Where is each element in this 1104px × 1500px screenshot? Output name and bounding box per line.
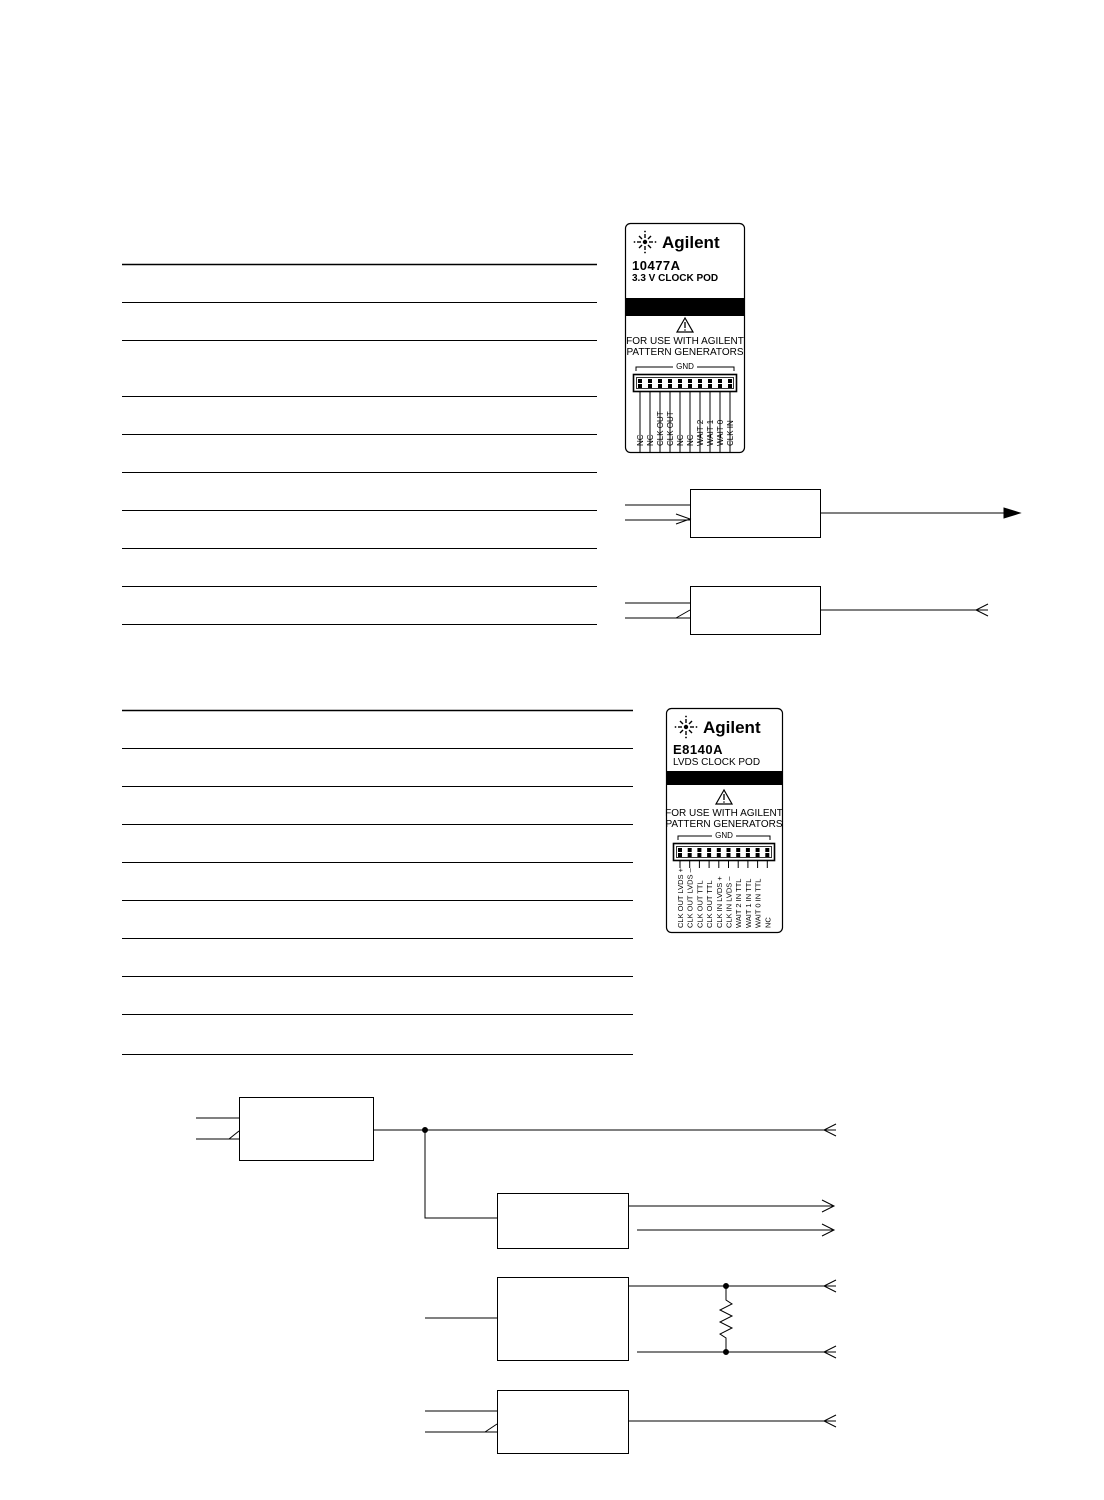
header-pin <box>727 848 731 852</box>
termination-block <box>498 1278 629 1361</box>
pin-label: WAIT 2 IN TTL <box>734 878 744 928</box>
pin-label: CLK OUT LVDS – <box>685 868 695 928</box>
receiver-block <box>691 587 821 635</box>
header-pin <box>728 384 732 388</box>
header-pin <box>765 853 769 857</box>
header-pin <box>668 379 672 383</box>
label-band <box>667 771 782 785</box>
pod-brand: Agilent <box>662 233 720 252</box>
header-pin <box>736 853 740 857</box>
pod-description: LVDS CLOCK POD <box>673 757 761 768</box>
header-pin <box>717 853 721 857</box>
pin-label: NC <box>646 434 655 446</box>
header-pin <box>638 384 642 388</box>
header-pin <box>708 384 712 388</box>
driver-block <box>691 490 821 538</box>
header-pin <box>736 848 740 852</box>
header-pin <box>746 853 750 857</box>
header-pin <box>718 384 722 388</box>
pin-label: CLK IN LVDS – <box>724 876 734 928</box>
header-pin <box>648 379 652 383</box>
converter-block <box>498 1194 629 1249</box>
header-pin <box>697 853 701 857</box>
header-pin <box>707 853 711 857</box>
pin-label: WAIT 0 <box>716 419 725 446</box>
header-pin <box>746 848 750 852</box>
pin-label: CLK OUT TTL <box>705 880 715 928</box>
header-pin <box>678 853 682 857</box>
schematic-clock-out-driver <box>625 490 1020 538</box>
header-pin <box>718 379 722 383</box>
header-pin <box>698 379 702 383</box>
header-pin <box>728 379 732 383</box>
header-pin <box>658 379 662 383</box>
wait-receiver-block <box>498 1391 629 1454</box>
warning-line-2: PATTERN GENERATORS <box>626 347 744 358</box>
warning-line-1: FOR USE WITH AGILENT <box>665 808 783 819</box>
table-10477a-pinout <box>122 265 597 625</box>
header-pin <box>697 848 701 852</box>
gnd-label: GND <box>715 831 733 840</box>
resistor-icon <box>720 1286 732 1352</box>
pin-header <box>634 375 737 392</box>
pin-label: NC <box>636 434 645 446</box>
pin-label: WAIT 0 IN TTL <box>753 878 763 928</box>
pin-label: NC <box>676 434 685 446</box>
pin-label: WAIT 1 <box>706 419 715 446</box>
pod-brand: Agilent <box>703 718 761 737</box>
schematic-clock-in-receiver <box>625 587 988 635</box>
header-pin <box>688 384 692 388</box>
header-pin <box>707 848 711 852</box>
header-pin <box>638 379 642 383</box>
pin-label: CLK OUT LVDS + <box>676 868 685 928</box>
pin-label: WAIT 2 <box>696 419 705 446</box>
header-pin <box>678 379 682 383</box>
pin-label: CLK OUT TTL <box>695 880 705 928</box>
header-pin <box>688 853 692 857</box>
output-arrow-icon <box>1004 508 1020 518</box>
pin-label: CLK OUT <box>666 411 675 446</box>
pin-label: CLK IN LVDS + <box>714 876 724 928</box>
pin-label: WAIT 1 IN TTL <box>743 878 753 928</box>
pod-label-10477a <box>626 224 745 453</box>
header-pin <box>765 848 769 852</box>
header-pin <box>678 848 682 852</box>
pod-label-e8140a <box>665 709 783 933</box>
pod-model: E8140A <box>673 742 723 757</box>
pod-model: 10477A <box>632 258 681 273</box>
pin-label: CLK IN <box>726 420 735 446</box>
header-pin <box>658 384 662 388</box>
warning-line-1: FOR USE WITH AGILENT <box>626 336 744 347</box>
pin-label: NC <box>686 434 695 446</box>
lvds-receiver-block <box>240 1098 374 1161</box>
header-pin <box>708 379 712 383</box>
header-pin <box>688 379 692 383</box>
gnd-label: GND <box>676 362 694 371</box>
schematic-lvds-circuits <box>196 1098 836 1454</box>
header-pin <box>668 384 672 388</box>
header-pin <box>717 848 721 852</box>
table-e8140a-pinout <box>122 711 633 1055</box>
pin-label: NC <box>763 917 773 928</box>
header-pin <box>727 853 731 857</box>
header-pin <box>688 848 692 852</box>
pin-label: CLK OUT <box>656 411 665 446</box>
header-pin <box>756 853 760 857</box>
header-pin <box>756 848 760 852</box>
header-pin <box>648 384 652 388</box>
warning-line-2: PATTERN GENERATORS <box>665 819 783 830</box>
header-pin <box>678 384 682 388</box>
pod-description: 3.3 V CLOCK POD <box>632 273 719 284</box>
label-band <box>626 298 744 316</box>
pin-header <box>674 844 775 861</box>
header-pin <box>698 384 702 388</box>
